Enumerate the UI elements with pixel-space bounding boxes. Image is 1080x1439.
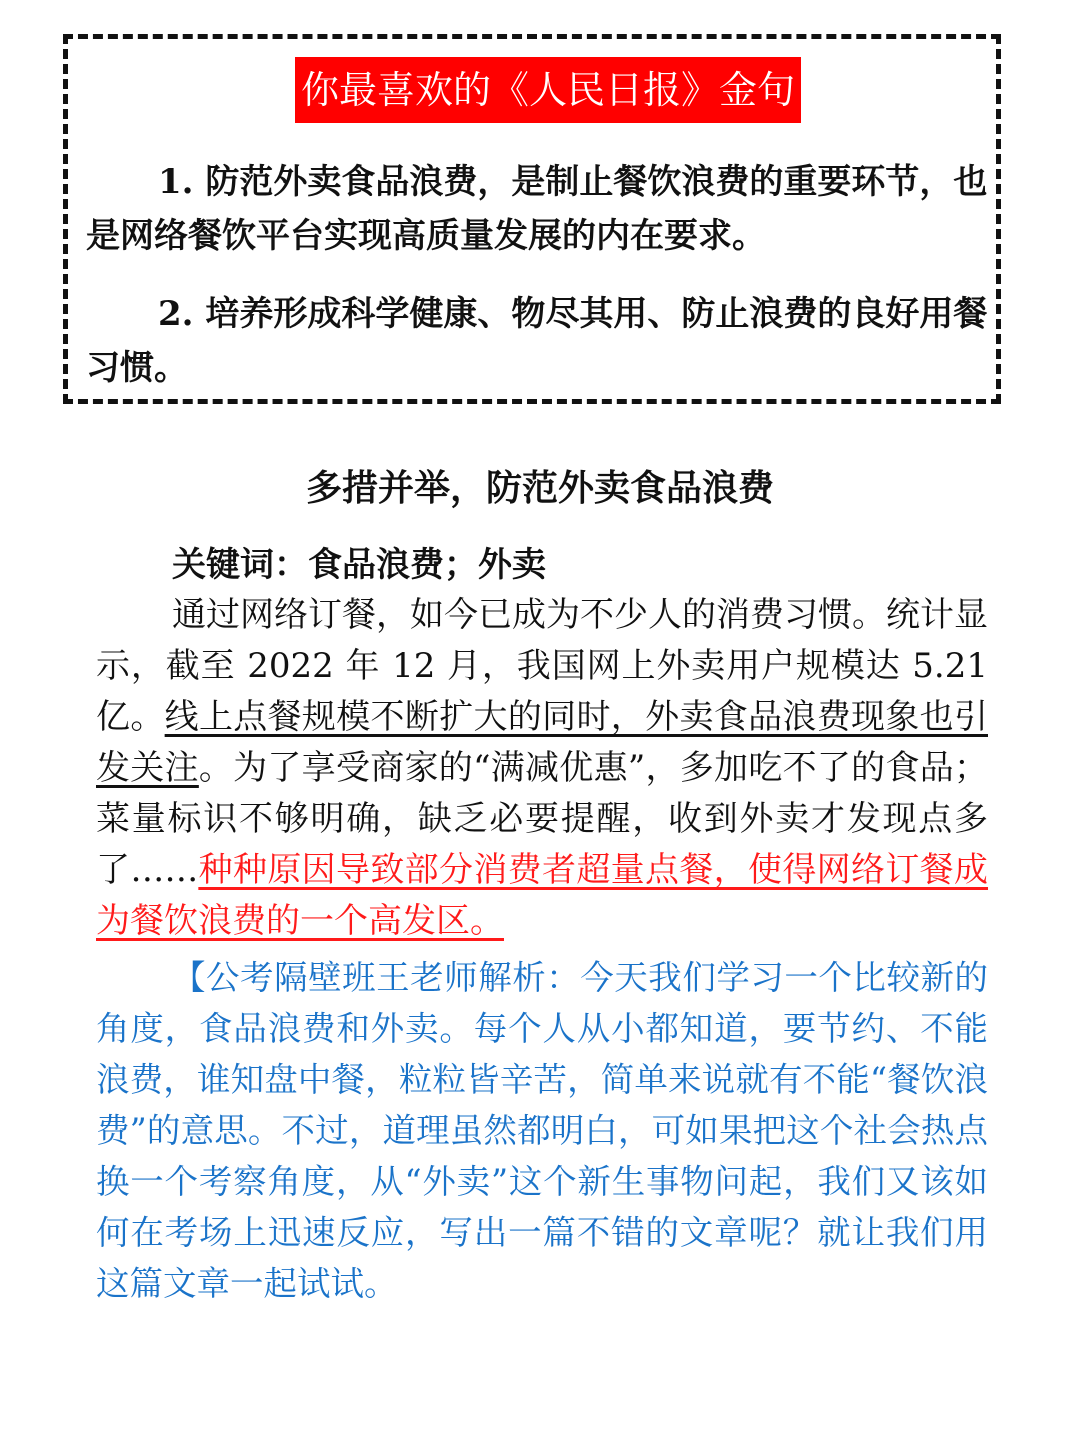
golden-quote-box [63,34,1001,404]
body-text: 。为了享受商家的“满减优惠”，多加吃不了的食品；菜量标识不够明确，缺乏必要提醒，收到外卖才发现点多了…… [96,748,989,890]
body-text: 通过网络订餐，如今已成为不少人的消费习惯。统计显示，截至 2022 年 12 月，我国网上外卖用户规模达 5.21 亿。 [96,595,988,737]
article-body-paragraph [96,590,988,947]
article-keywords: 关键词：食品浪费；外卖 [172,545,546,585]
body-red-highlight: 种种原因导致部分消费者超量点餐，使得网络订餐成为餐饮浪费的一个高发区。 [96,850,989,941]
body-underlined-text: 线上点餐规模不断扩大的同时，外卖食品浪费现象也引发关注 [96,697,988,788]
quote-item: 2. 培养形成科学健康、物尽其用、防止浪费的良好用餐习惯。 [86,294,988,388]
article-title: 多措并举，防范外卖食品浪费 [305,467,774,509]
quote-item: 1. 防范外卖食品浪费，是制止餐饮浪费的重要环节，也是网络餐饮平台实现高质量发展的内在要求。 [86,162,988,256]
teacher-analysis-paragraph: 【公考隔壁班王老师解析：今天我们学习一个比较新的角度，食品浪费和外卖。每个人从小都知道，要节约、不能浪费，谁知盘中餐，粒粒皆辛苦，简单来说就有不能“餐饮浪费”的意思。不过，道理虽然都明白，可如果把这个社会热点换一个考察角度，从“外卖”这个新生事物问起，我们又该如何在考场上迅速反应，写出一篇不错的文章呢？就让我们用这篇文章一起试试。 [96,958,989,1303]
golden-quote-banner: 你最喜欢的《人民日报》金句 [295,57,801,123]
